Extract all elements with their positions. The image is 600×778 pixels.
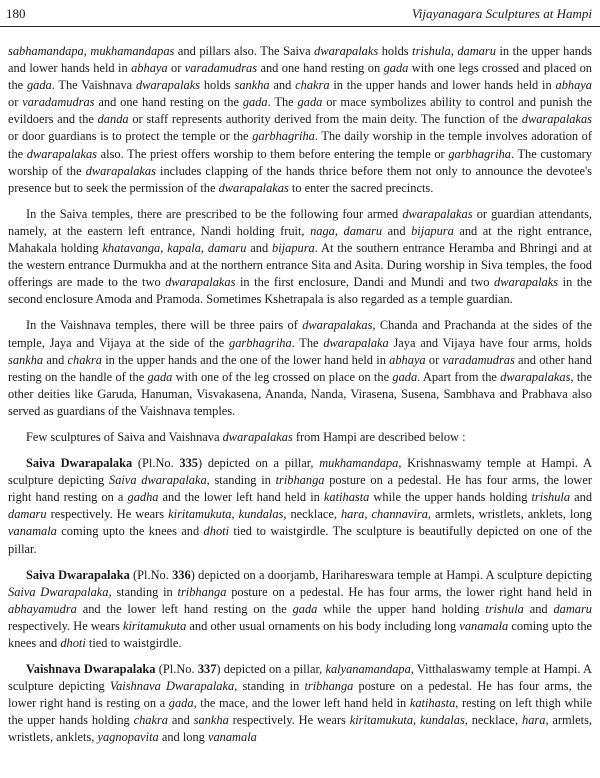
text-run: or [425,352,443,367]
header-rule [0,26,600,27]
text-run: respectively. He wears [8,618,123,633]
text-run: respectively. He wears [46,507,169,522]
text-run: with one of the leg crossed on place on the [172,369,393,384]
italic-term: dhoti [60,636,86,650]
text-run: . The Vaishnava [51,78,136,93]
bold-run: 337 [197,662,217,677]
text-run: or [167,61,185,76]
italic-term: damaru [8,507,47,522]
italic-term: garbhagriha [448,146,511,161]
text-run: respectively. He wears [228,713,350,728]
text-run: , standing in [108,584,178,599]
text-run: ) depicted on a pillar, [216,662,326,677]
text-run: includes clapping of the hands thrice before them not only to announce the devotee's presence but to seek the permission of the [8,163,592,195]
italic-term: katihasta [323,490,370,505]
paragraph-7 [8,661,592,746]
text-run: . The [291,335,324,350]
text-run: and [43,352,68,367]
text-run: coming upto the knees and [56,524,204,539]
paragraph-1 [8,43,592,197]
text-run: posture on a pedestal. He has four arms, the lower right hand is resting on a [8,679,592,711]
text-run: and the lower left hand held in [158,490,324,505]
italic-term: gadha [127,490,159,505]
italic-term: Saiva dwarapalaka [109,473,207,488]
italic-term: garbhagriha [229,335,292,350]
italic-term: Saiva Dwarapalaka [8,584,109,599]
text-run: , resting on left thigh while the upper hands holding [8,696,592,728]
text-run: to enter the sacred precincts. [288,180,434,195]
bold-run: Saiva Dwarapalaka [26,456,133,471]
italic-term: chakra [67,352,102,367]
text-run: and [168,713,194,728]
italic-term: gada [383,61,409,76]
page-number: 180 [6,6,26,21]
italic-term: gada [26,78,52,93]
text-run: (Pl.No. [129,567,173,582]
text-run: while the upper hand holding [317,601,486,616]
italic-term: tribhanga [177,584,227,599]
text-run: In the Saiva temples, there are prescribed to be the following four armed [26,206,403,221]
italic-term: gada [297,95,323,110]
italic-term: hara [522,713,546,728]
text-run: tied to waistgirdle. The sculpture is beautifully depicted on one of the pillar. [8,524,592,556]
text-run: and one hand resting on the [94,95,243,110]
italic-term: abhaya [389,352,426,367]
text-run: and other hand resting on the handle of the [8,352,593,384]
text-run: or [8,95,23,110]
italic-term: kiritamukuta, kundalas [349,713,465,728]
text-run: , Vitthalaswamy temple at Hampi. A sculpture depicting [8,662,592,694]
italic-term: tribhanga [275,473,325,488]
paragraph-3 [8,317,592,420]
text-run: in the second enclosure Amoda and Pramoda. Sometimes Kshetrapala is also regarded as a temple guardian. [8,275,592,307]
text-run: in the upper hands and lower hands held in [329,78,556,93]
text-run: coming upto the knees and [8,618,593,650]
text-run: in the upper hands and lower hands held in [8,44,592,76]
text-run: and [382,223,412,238]
text-run: ) depicted on a doorjamb, Harihareswara temple at Hampi. A sculpture depicting [190,567,592,582]
italic-term: gada [147,369,173,384]
italic-term: kalyanamandapa [325,662,411,677]
text-run: In the Vaishnava temples, there will be three pairs of [26,318,303,333]
text-run: while the upper hands holding [369,490,532,505]
text-run: posture on a pedestal. He has four arms, the lower right hand held in [226,584,592,599]
italic-term: abhaya [131,61,168,76]
italic-term: sabhamandapa, mukhamandapas [8,44,175,58]
text-run: , necklace, [464,713,523,728]
text-run: and [246,241,273,256]
italic-term: damaru [553,601,592,616]
italic-term: vanamala [207,730,257,745]
italic-term: sankha [193,713,229,728]
text-run: posture on a pedestal. He has four arms, the lower right hand resting on a [8,473,592,505]
italic-term: bijapura [272,241,315,256]
text-run: from Hampi are described below : [292,429,466,444]
italic-term: yagnopavita [97,730,159,745]
text-run: , standing in [234,679,305,694]
italic-term: dwarapalaks [314,44,379,58]
italic-term: dhoti [203,524,230,539]
italic-term: garbhagriha [252,129,315,144]
italic-term: mukhamandapa [319,456,399,471]
italic-term: trishula [485,601,524,616]
text-run: holds [200,78,235,93]
text-run: also. The priest offers worship to them before entering the temple or [97,146,449,161]
text-run: . The daily worship in the temple involves adoration of the [8,129,592,161]
italic-term: dwarapalaka [323,335,389,350]
italic-term: dwarapalakas [302,318,373,333]
text-run: and at the right entrance, Mahakala holding [8,223,593,256]
text-run: Few sculptures of Saiva and Vaishnava [26,429,223,444]
text-run: or door guardians is to protect the temple or the [8,129,253,144]
italic-term: trishula [531,490,571,505]
text-run: , necklace, [283,507,341,522]
text-run: , the other deities like Garuda, Hanuman, Visvakasena, Ananda, Nanda, Virasena, Susena, Sambhava and Prabhava also served as guardians of the Vaishnava temples. [8,369,592,418]
italic-term: katihasta [409,696,456,711]
text-run: , the mace, and the lower left hand held in [193,696,410,711]
text-run: , Chanda and Prachanda at the sides of the temple, Jaya and Vijaya at the side of the [8,318,592,350]
italic-term: dwarapalaks [494,275,559,290]
italic-term: hara, channavira [340,507,428,522]
text-run: in the first enclosure, Dandi and Mundi and two [235,275,495,290]
italic-term: abhaya [555,78,592,93]
text-run: , Krishnaswamy temple at Hampi. A sculpture depicting [8,456,592,488]
italic-term: Vaishnava Dwarapalaka [109,679,235,694]
italic-term: chakra [295,78,330,93]
italic-term: chakra [133,713,169,728]
text-run: or mace symbolizes ability to control and punish the evildoers and the [8,95,592,127]
text-run: with one legs crossed and placed on the [8,61,592,93]
italic-term: dwarapalakas [218,180,289,195]
italic-term: gada [292,601,318,616]
italic-term: dwarapalakas [26,146,97,161]
italic-term: vanamala [8,524,57,539]
italic-term: gada [242,95,268,110]
text-run: (Pl.No. [155,662,198,677]
italic-term: bijapura [411,223,454,238]
bold-run: Saiva Dwarapalaka [26,567,130,582]
italic-term: tribhanga [304,679,354,694]
text-run: ) depicted on a pillar, [198,456,320,471]
text-run: tied to waistgirdle. [85,636,182,650]
text-run: and long [158,730,208,745]
italic-term: vanamala [459,618,509,633]
text-run: , armlets, wristlets, anklets, long [427,507,592,522]
text-run: . The [267,95,298,110]
italic-term: sankha [234,78,270,93]
italic-term: varadamudras [184,61,258,76]
bold-run: Vaishnava Dwarapalaka [26,662,156,677]
text-run: and [523,601,554,616]
text-run: (Pl.No. [132,456,180,471]
italic-term: khatavanga, kapala, damaru [102,241,247,256]
paragraph-2 [8,206,592,309]
text-run: or staff represents authority derived from the main deity. The function of the [128,112,522,127]
italic-term: danda [97,112,129,127]
text-run: . Apart from the [417,369,501,384]
bold-run: 336 [172,567,191,582]
text-run: and pillars also. The Saiva [174,44,315,58]
text-run: and the lower left hand resting on the [76,601,293,616]
italic-term: gada [392,369,418,384]
running-title: Vijayanagara Sculptures at Hampi [411,6,592,21]
italic-term: varadamudras [22,95,95,110]
text-run: holds [378,44,413,58]
italic-term: dwarapalakas [402,206,473,221]
italic-term: varadamudras [442,352,515,367]
bold-run: 335 [179,456,198,471]
text-run: . The customary worship of the [8,146,592,178]
text-run: , armlets, wristlets, anklets, [8,713,592,745]
paragraph-5 [8,455,592,558]
italic-term: sankha [8,352,44,367]
italic-term: abhayamudra [8,601,77,616]
text-run: in the upper hands and the one of the lower hand held in [101,352,390,367]
running-header [0,4,600,26]
text-run: Jaya and Vijaya have four arms, holds [388,335,592,350]
italic-term: gada [168,696,194,711]
italic-term: trishula, damaru [412,44,496,58]
text-run: and other usual ornaments on his body including long [186,618,460,633]
text-run: or guardian attendants, namely, at the eastern left entrance, Nandi holding fruit, [8,206,593,238]
text-run: . At the southern entrance Heramba and Bhringi and at the western entrance Durmukha and at the northern entrance Sita and Asita. During worship in Siva temples, the food offerings are made to the two [8,241,592,290]
italic-term: naga, damaru [310,223,383,238]
paragraph-6 [8,567,592,652]
italic-term: dwarapalakas [521,112,592,127]
text-run: and [269,78,296,93]
text-run: and one hand resting on [257,61,384,76]
italic-term: dwarapalaks [136,78,201,93]
text-run: and [570,490,593,505]
italic-term: kiritamukuta [122,618,187,633]
italic-term: dwarapalakas [500,369,571,384]
italic-term: dwarapalakas [85,163,156,178]
page-body [8,43,592,747]
italic-term: kiritamukuta, kundalas [168,507,284,522]
paragraph-4 [8,429,592,446]
text-run: , standing in [206,473,276,488]
italic-term: dwarapalakas [222,429,293,444]
italic-term: dwarapalakas [165,275,236,290]
